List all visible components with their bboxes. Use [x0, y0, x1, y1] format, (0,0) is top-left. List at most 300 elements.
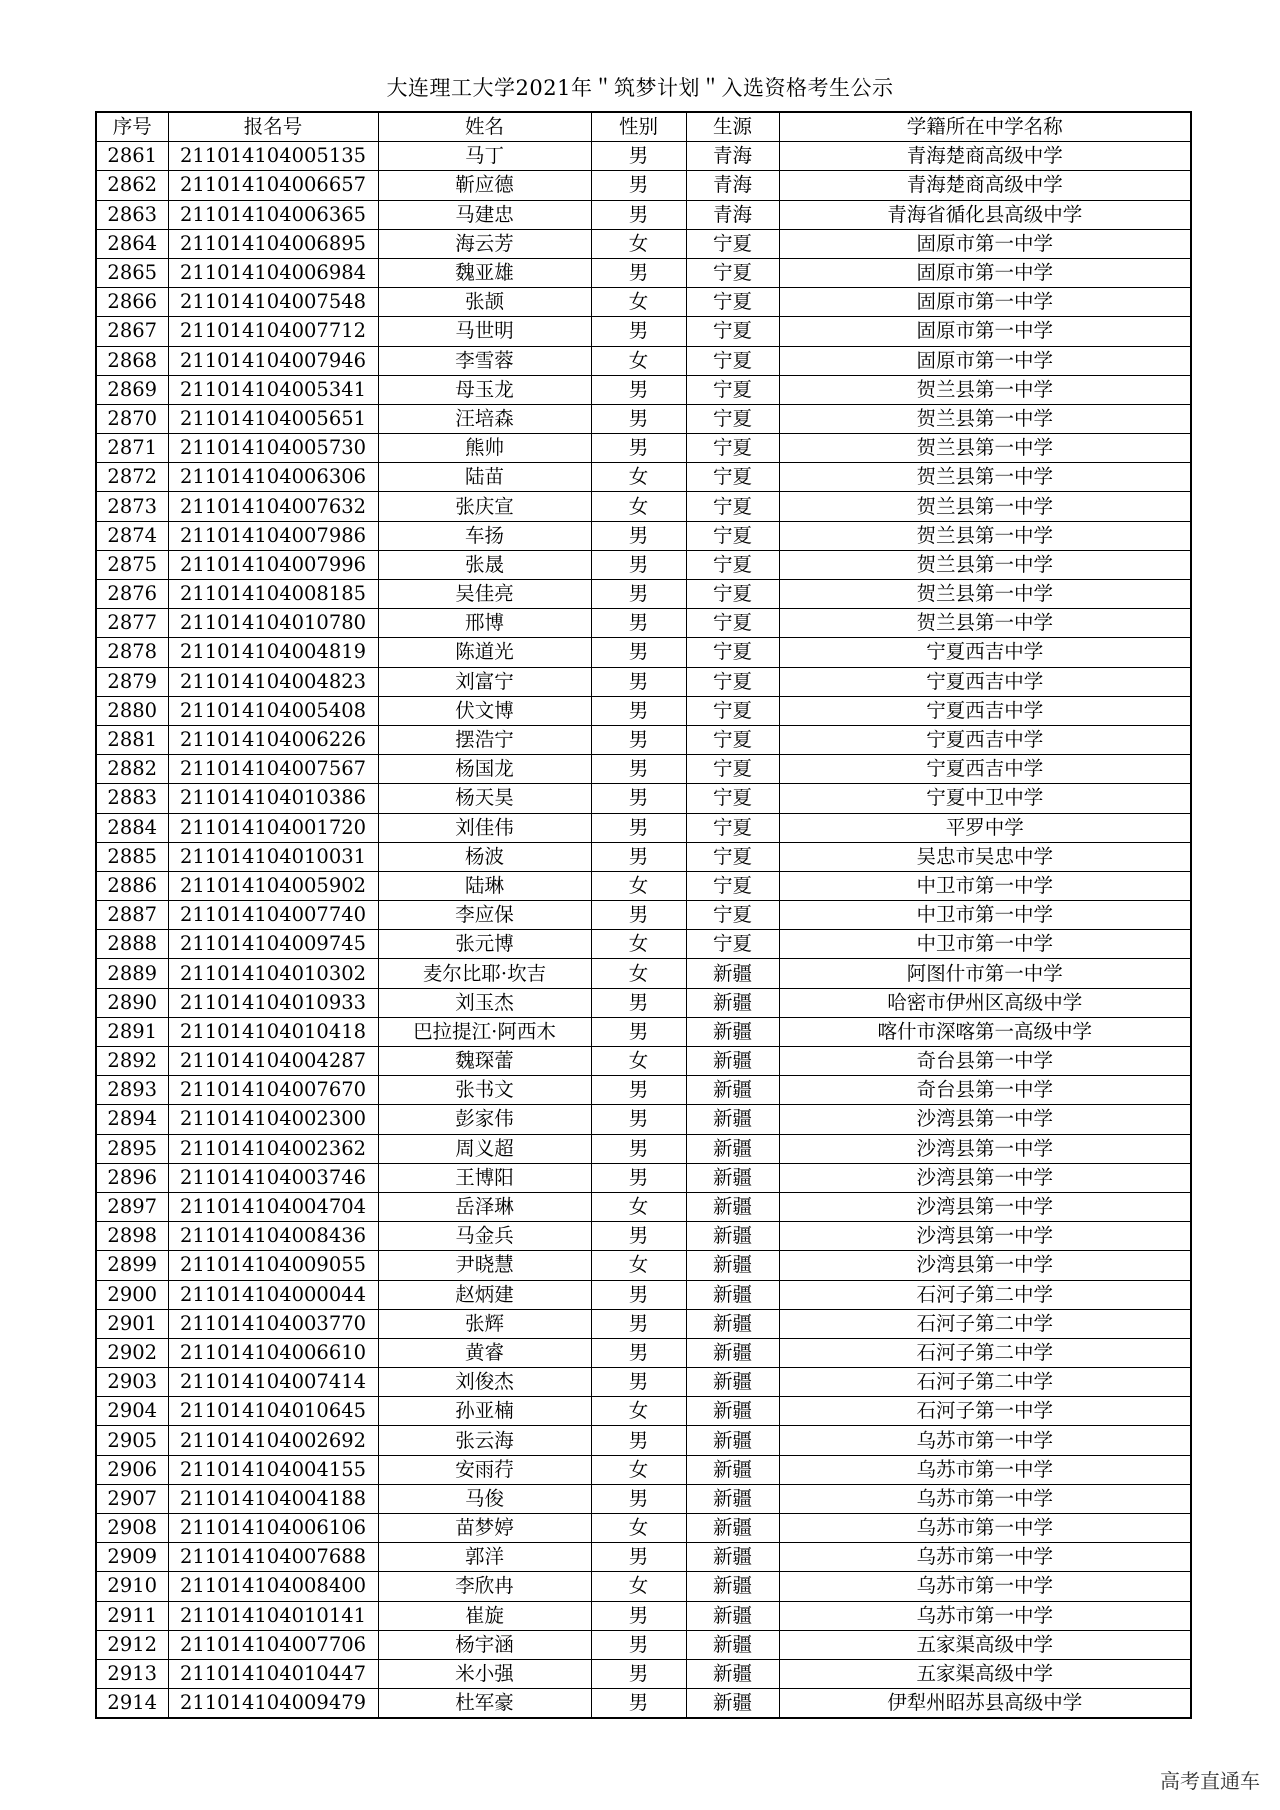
cell-name: 张云海 — [378, 1426, 591, 1455]
cell-seq: 2892 — [96, 1047, 168, 1076]
cell-name: 孙亚楠 — [378, 1397, 591, 1426]
table-row — [96, 550, 1191, 579]
cell-name: 熊帅 — [378, 434, 591, 463]
cell-gender: 男 — [591, 813, 686, 842]
cell-reg-no: 211014104004287 — [168, 1047, 378, 1076]
table-row — [96, 1601, 1191, 1630]
cell-name: 张辉 — [378, 1309, 591, 1338]
cell-reg-no: 211014104010447 — [168, 1659, 378, 1688]
table-row — [96, 667, 1191, 696]
table-row — [96, 755, 1191, 784]
cell-name: 刘佳伟 — [378, 813, 591, 842]
cell-name: 杨波 — [378, 842, 591, 871]
cell-school: 五家渠高级中学 — [779, 1659, 1191, 1688]
cell-origin: 宁夏 — [686, 229, 779, 258]
table-row — [96, 142, 1191, 171]
table-row — [96, 988, 1191, 1017]
cell-reg-no: 211014104009745 — [168, 930, 378, 959]
cell-seq: 2885 — [96, 842, 168, 871]
cell-origin: 新疆 — [686, 1309, 779, 1338]
cell-school: 乌苏市第一中学 — [779, 1514, 1191, 1543]
table-row — [96, 1368, 1191, 1397]
cell-name: 岳泽琳 — [378, 1192, 591, 1221]
cell-name: 杨宇涵 — [378, 1630, 591, 1659]
cell-name: 郭洋 — [378, 1543, 591, 1572]
cell-origin: 新疆 — [686, 1543, 779, 1572]
table-row — [96, 1134, 1191, 1163]
cell-origin: 新疆 — [686, 1076, 779, 1105]
cell-gender: 男 — [591, 696, 686, 725]
cell-reg-no: 211014104006657 — [168, 171, 378, 200]
cell-gender: 男 — [591, 1338, 686, 1367]
cell-seq: 2912 — [96, 1630, 168, 1659]
table-row — [96, 521, 1191, 550]
cell-reg-no: 211014104004823 — [168, 667, 378, 696]
cell-origin: 宁夏 — [686, 317, 779, 346]
table-row — [96, 1689, 1191, 1719]
cell-reg-no: 211014104006895 — [168, 229, 378, 258]
cell-name: 麦尔比耶·坎吉 — [378, 959, 591, 988]
cell-school: 固原市第一中学 — [779, 346, 1191, 375]
cell-seq: 2864 — [96, 229, 168, 258]
cell-name: 母玉龙 — [378, 375, 591, 404]
cell-school: 喀什市深喀第一高级中学 — [779, 1017, 1191, 1046]
cell-seq: 2910 — [96, 1572, 168, 1601]
cell-gender: 男 — [591, 1105, 686, 1134]
cell-name: 周义超 — [378, 1134, 591, 1163]
cell-gender: 男 — [591, 1689, 686, 1719]
cell-origin: 新疆 — [686, 1572, 779, 1601]
cell-gender: 男 — [591, 1076, 686, 1105]
cell-name: 杜军豪 — [378, 1689, 591, 1719]
cell-name: 李欣冉 — [378, 1572, 591, 1601]
cell-school: 宁夏西吉中学 — [779, 755, 1191, 784]
header-reg-no: 报名号 — [168, 112, 378, 142]
cell-gender: 男 — [591, 1222, 686, 1251]
cell-reg-no: 211014104009479 — [168, 1689, 378, 1719]
candidate-table — [95, 111, 1192, 1719]
cell-seq: 2893 — [96, 1076, 168, 1105]
cell-origin: 新疆 — [686, 1484, 779, 1513]
cell-gender: 男 — [591, 609, 686, 638]
cell-gender: 男 — [591, 258, 686, 287]
cell-school: 石河子第二中学 — [779, 1280, 1191, 1309]
cell-origin: 宁夏 — [686, 434, 779, 463]
cell-origin: 新疆 — [686, 1397, 779, 1426]
table-row — [96, 1426, 1191, 1455]
cell-gender: 男 — [591, 1601, 686, 1630]
cell-school: 中卫市第一中学 — [779, 901, 1191, 930]
cell-school: 中卫市第一中学 — [779, 930, 1191, 959]
cell-gender: 女 — [591, 492, 686, 521]
cell-seq: 2890 — [96, 988, 168, 1017]
cell-seq: 2873 — [96, 492, 168, 521]
cell-school: 哈密市伊州区高级中学 — [779, 988, 1191, 1017]
cell-origin: 新疆 — [686, 1105, 779, 1134]
cell-origin: 宁夏 — [686, 580, 779, 609]
cell-gender: 男 — [591, 580, 686, 609]
cell-name: 张书文 — [378, 1076, 591, 1105]
cell-gender: 男 — [591, 142, 686, 171]
cell-gender: 男 — [591, 550, 686, 579]
table-row — [96, 404, 1191, 433]
cell-name: 邢博 — [378, 609, 591, 638]
cell-origin: 新疆 — [686, 1134, 779, 1163]
cell-gender: 男 — [591, 842, 686, 871]
cell-seq: 2898 — [96, 1222, 168, 1251]
cell-school: 奇台县第一中学 — [779, 1047, 1191, 1076]
cell-reg-no: 211014104000044 — [168, 1280, 378, 1309]
cell-origin: 宁夏 — [686, 871, 779, 900]
cell-origin: 宁夏 — [686, 492, 779, 521]
cell-name: 张元博 — [378, 930, 591, 959]
cell-reg-no: 211014104006226 — [168, 725, 378, 754]
cell-seq: 2896 — [96, 1163, 168, 1192]
cell-seq: 2863 — [96, 200, 168, 229]
cell-name: 刘玉杰 — [378, 988, 591, 1017]
cell-school: 沙湾县第一中学 — [779, 1134, 1191, 1163]
table-row — [96, 1338, 1191, 1367]
cell-reg-no: 211014104001720 — [168, 813, 378, 842]
cell-gender: 女 — [591, 463, 686, 492]
cell-seq: 2881 — [96, 725, 168, 754]
cell-gender: 男 — [591, 171, 686, 200]
table-row — [96, 930, 1191, 959]
cell-name: 安雨荇 — [378, 1455, 591, 1484]
cell-seq: 2887 — [96, 901, 168, 930]
cell-reg-no: 211014104004188 — [168, 1484, 378, 1513]
cell-reg-no: 211014104006306 — [168, 463, 378, 492]
cell-origin: 新疆 — [686, 1222, 779, 1251]
cell-origin: 宁夏 — [686, 755, 779, 784]
table-row — [96, 638, 1191, 667]
cell-reg-no: 211014104010645 — [168, 1397, 378, 1426]
cell-origin: 宁夏 — [686, 901, 779, 930]
cell-seq: 2913 — [96, 1659, 168, 1688]
cell-origin: 新疆 — [686, 1280, 779, 1309]
cell-origin: 宁夏 — [686, 288, 779, 317]
cell-gender: 男 — [591, 434, 686, 463]
cell-reg-no: 211014104002692 — [168, 1426, 378, 1455]
table-row — [96, 1455, 1191, 1484]
table-row — [96, 492, 1191, 521]
table-row — [96, 842, 1191, 871]
cell-origin: 新疆 — [686, 959, 779, 988]
cell-gender: 女 — [591, 346, 686, 375]
cell-origin: 新疆 — [686, 1047, 779, 1076]
cell-gender: 女 — [591, 871, 686, 900]
cell-school: 宁夏西吉中学 — [779, 696, 1191, 725]
cell-school: 中卫市第一中学 — [779, 871, 1191, 900]
cell-reg-no: 211014104006984 — [168, 258, 378, 287]
cell-origin: 宁夏 — [686, 813, 779, 842]
cell-reg-no: 211014104002362 — [168, 1134, 378, 1163]
cell-name: 汪培森 — [378, 404, 591, 433]
header-origin: 生源 — [686, 112, 779, 142]
cell-school: 贺兰县第一中学 — [779, 375, 1191, 404]
cell-school: 宁夏中卫中学 — [779, 784, 1191, 813]
cell-reg-no: 211014104007706 — [168, 1630, 378, 1659]
cell-name: 彭家伟 — [378, 1105, 591, 1134]
table-row — [96, 1251, 1191, 1280]
cell-name: 陆琳 — [378, 871, 591, 900]
cell-origin: 宁夏 — [686, 404, 779, 433]
cell-school: 乌苏市第一中学 — [779, 1455, 1191, 1484]
cell-name: 张颉 — [378, 288, 591, 317]
cell-school: 乌苏市第一中学 — [779, 1484, 1191, 1513]
cell-gender: 男 — [591, 1134, 686, 1163]
table-row — [96, 288, 1191, 317]
table-row — [96, 1047, 1191, 1076]
cell-origin: 新疆 — [686, 1514, 779, 1543]
table-row — [96, 1280, 1191, 1309]
cell-origin: 新疆 — [686, 1689, 779, 1719]
cell-gender: 女 — [591, 1251, 686, 1280]
cell-school: 石河子第二中学 — [779, 1368, 1191, 1397]
cell-name: 马世明 — [378, 317, 591, 346]
cell-seq: 2909 — [96, 1543, 168, 1572]
cell-name: 海云芳 — [378, 229, 591, 258]
cell-gender: 男 — [591, 1368, 686, 1397]
cell-seq: 2897 — [96, 1192, 168, 1221]
table-row — [96, 1163, 1191, 1192]
cell-name: 黄睿 — [378, 1338, 591, 1367]
cell-seq: 2862 — [96, 171, 168, 200]
cell-name: 马金兵 — [378, 1222, 591, 1251]
table-header-row — [96, 112, 1191, 142]
cell-origin: 宁夏 — [686, 696, 779, 725]
cell-gender: 男 — [591, 638, 686, 667]
table-row — [96, 1397, 1191, 1426]
cell-reg-no: 211014104010780 — [168, 609, 378, 638]
cell-seq: 2895 — [96, 1134, 168, 1163]
cell-name: 巴拉提江·阿西木 — [378, 1017, 591, 1046]
cell-origin: 宁夏 — [686, 375, 779, 404]
cell-reg-no: 211014104007632 — [168, 492, 378, 521]
cell-school: 阿图什市第一中学 — [779, 959, 1191, 988]
table-row — [96, 375, 1191, 404]
cell-gender: 男 — [591, 1280, 686, 1309]
cell-reg-no: 211014104007946 — [168, 346, 378, 375]
cell-seq: 2902 — [96, 1338, 168, 1367]
cell-reg-no: 211014104004819 — [168, 638, 378, 667]
table-row — [96, 258, 1191, 287]
cell-seq: 2914 — [96, 1689, 168, 1719]
cell-school: 贺兰县第一中学 — [779, 609, 1191, 638]
cell-school: 固原市第一中学 — [779, 288, 1191, 317]
cell-gender: 女 — [591, 1192, 686, 1221]
cell-name: 马俊 — [378, 1484, 591, 1513]
cell-origin: 宁夏 — [686, 930, 779, 959]
cell-school: 平罗中学 — [779, 813, 1191, 842]
cell-gender: 女 — [591, 1514, 686, 1543]
cell-origin: 新疆 — [686, 1601, 779, 1630]
table-row — [96, 784, 1191, 813]
cell-reg-no: 211014104005135 — [168, 142, 378, 171]
table-row — [96, 696, 1191, 725]
cell-name: 伏文博 — [378, 696, 591, 725]
table-row — [96, 171, 1191, 200]
table-row — [96, 813, 1191, 842]
cell-gender: 男 — [591, 1659, 686, 1688]
cell-reg-no: 211014104010141 — [168, 1601, 378, 1630]
cell-origin: 新疆 — [686, 1192, 779, 1221]
cell-gender: 男 — [591, 1543, 686, 1572]
cell-origin: 新疆 — [686, 988, 779, 1017]
cell-seq: 2867 — [96, 317, 168, 346]
cell-gender: 男 — [591, 725, 686, 754]
cell-origin: 宁夏 — [686, 550, 779, 579]
cell-name: 吴佳亮 — [378, 580, 591, 609]
cell-origin: 新疆 — [686, 1368, 779, 1397]
cell-name: 陆苗 — [378, 463, 591, 492]
cell-school: 沙湾县第一中学 — [779, 1192, 1191, 1221]
cell-gender: 男 — [591, 667, 686, 696]
cell-reg-no: 211014104005902 — [168, 871, 378, 900]
cell-school: 奇台县第一中学 — [779, 1076, 1191, 1105]
cell-school: 青海楚商高级中学 — [779, 142, 1191, 171]
cell-name: 刘富宁 — [378, 667, 591, 696]
cell-seq: 2886 — [96, 871, 168, 900]
cell-school: 贺兰县第一中学 — [779, 580, 1191, 609]
cell-seq: 2889 — [96, 959, 168, 988]
header-gender: 性别 — [591, 112, 686, 142]
cell-reg-no: 211014104007670 — [168, 1076, 378, 1105]
cell-origin: 宁夏 — [686, 784, 779, 813]
table-row — [96, 901, 1191, 930]
table-row — [96, 200, 1191, 229]
table-row — [96, 1572, 1191, 1601]
cell-reg-no: 211014104007567 — [168, 755, 378, 784]
cell-reg-no: 211014104008185 — [168, 580, 378, 609]
cell-name: 马建忠 — [378, 200, 591, 229]
cell-seq: 2888 — [96, 930, 168, 959]
cell-seq: 2891 — [96, 1017, 168, 1046]
cell-seq: 2880 — [96, 696, 168, 725]
cell-name: 杨天昊 — [378, 784, 591, 813]
cell-school: 青海楚商高级中学 — [779, 171, 1191, 200]
cell-school: 贺兰县第一中学 — [779, 550, 1191, 579]
cell-school: 乌苏市第一中学 — [779, 1601, 1191, 1630]
cell-reg-no: 211014104007986 — [168, 521, 378, 550]
cell-reg-no: 211014104005651 — [168, 404, 378, 433]
cell-reg-no: 211014104005341 — [168, 375, 378, 404]
cell-gender: 男 — [591, 317, 686, 346]
cell-seq: 2866 — [96, 288, 168, 317]
cell-seq: 2874 — [96, 521, 168, 550]
cell-gender: 女 — [591, 930, 686, 959]
cell-school: 宁夏西吉中学 — [779, 667, 1191, 696]
cell-name: 魏琛蕾 — [378, 1047, 591, 1076]
cell-seq: 2871 — [96, 434, 168, 463]
cell-seq: 2870 — [96, 404, 168, 433]
cell-name: 靳应德 — [378, 171, 591, 200]
cell-seq: 2883 — [96, 784, 168, 813]
cell-school: 沙湾县第一中学 — [779, 1105, 1191, 1134]
table-row — [96, 609, 1191, 638]
cell-seq: 2861 — [96, 142, 168, 171]
cell-reg-no: 211014104010302 — [168, 959, 378, 988]
cell-school: 固原市第一中学 — [779, 317, 1191, 346]
cell-name: 杨国龙 — [378, 755, 591, 784]
cell-seq: 2872 — [96, 463, 168, 492]
cell-name: 张庆宣 — [378, 492, 591, 521]
table-row — [96, 871, 1191, 900]
cell-origin: 宁夏 — [686, 725, 779, 754]
cell-gender: 女 — [591, 1572, 686, 1601]
cell-reg-no: 211014104007414 — [168, 1368, 378, 1397]
cell-name: 苗梦婷 — [378, 1514, 591, 1543]
cell-origin: 青海 — [686, 171, 779, 200]
cell-seq: 2865 — [96, 258, 168, 287]
cell-name: 车扬 — [378, 521, 591, 550]
cell-reg-no: 211014104007688 — [168, 1543, 378, 1572]
cell-reg-no: 211014104010933 — [168, 988, 378, 1017]
cell-name: 马丁 — [378, 142, 591, 171]
cell-school: 贺兰县第一中学 — [779, 434, 1191, 463]
header-name: 姓名 — [378, 112, 591, 142]
cell-school: 贺兰县第一中学 — [779, 492, 1191, 521]
cell-reg-no: 211014104010386 — [168, 784, 378, 813]
cell-origin: 新疆 — [686, 1163, 779, 1192]
cell-reg-no: 211014104007548 — [168, 288, 378, 317]
watermark: 高考直通车 — [1160, 1769, 1260, 1793]
cell-name: 李雪蓉 — [378, 346, 591, 375]
cell-gender: 男 — [591, 200, 686, 229]
table-row — [96, 1192, 1191, 1221]
cell-name: 赵炳建 — [378, 1280, 591, 1309]
cell-reg-no: 211014104004704 — [168, 1192, 378, 1221]
cell-origin: 新疆 — [686, 1630, 779, 1659]
cell-reg-no: 211014104003746 — [168, 1163, 378, 1192]
cell-school: 五家渠高级中学 — [779, 1630, 1191, 1659]
table-row — [96, 1543, 1191, 1572]
cell-seq: 2879 — [96, 667, 168, 696]
cell-school: 宁夏西吉中学 — [779, 725, 1191, 754]
cell-name: 王博阳 — [378, 1163, 591, 1192]
cell-school: 乌苏市第一中学 — [779, 1572, 1191, 1601]
cell-seq: 2901 — [96, 1309, 168, 1338]
cell-gender: 女 — [591, 959, 686, 988]
cell-gender: 男 — [591, 1426, 686, 1455]
cell-origin: 青海 — [686, 200, 779, 229]
header-seq: 序号 — [96, 112, 168, 142]
cell-name: 李应保 — [378, 901, 591, 930]
table-row — [96, 346, 1191, 375]
cell-reg-no: 211014104007712 — [168, 317, 378, 346]
cell-gender: 男 — [591, 521, 686, 550]
cell-reg-no: 211014104003770 — [168, 1309, 378, 1338]
cell-school: 吴忠市吴忠中学 — [779, 842, 1191, 871]
cell-school: 贺兰县第一中学 — [779, 463, 1191, 492]
cell-seq: 2906 — [96, 1455, 168, 1484]
cell-gender: 男 — [591, 1309, 686, 1338]
table-row — [96, 463, 1191, 492]
cell-gender: 男 — [591, 1484, 686, 1513]
cell-seq: 2905 — [96, 1426, 168, 1455]
table-row — [96, 1017, 1191, 1046]
cell-reg-no: 211014104006365 — [168, 200, 378, 229]
cell-school: 贺兰县第一中学 — [779, 404, 1191, 433]
cell-reg-no: 211014104005730 — [168, 434, 378, 463]
cell-seq: 2903 — [96, 1368, 168, 1397]
cell-school: 伊犁州昭苏县高级中学 — [779, 1689, 1191, 1719]
cell-seq: 2907 — [96, 1484, 168, 1513]
cell-seq: 2884 — [96, 813, 168, 842]
cell-seq: 2900 — [96, 1280, 168, 1309]
cell-seq: 2877 — [96, 609, 168, 638]
cell-reg-no: 211014104009055 — [168, 1251, 378, 1280]
